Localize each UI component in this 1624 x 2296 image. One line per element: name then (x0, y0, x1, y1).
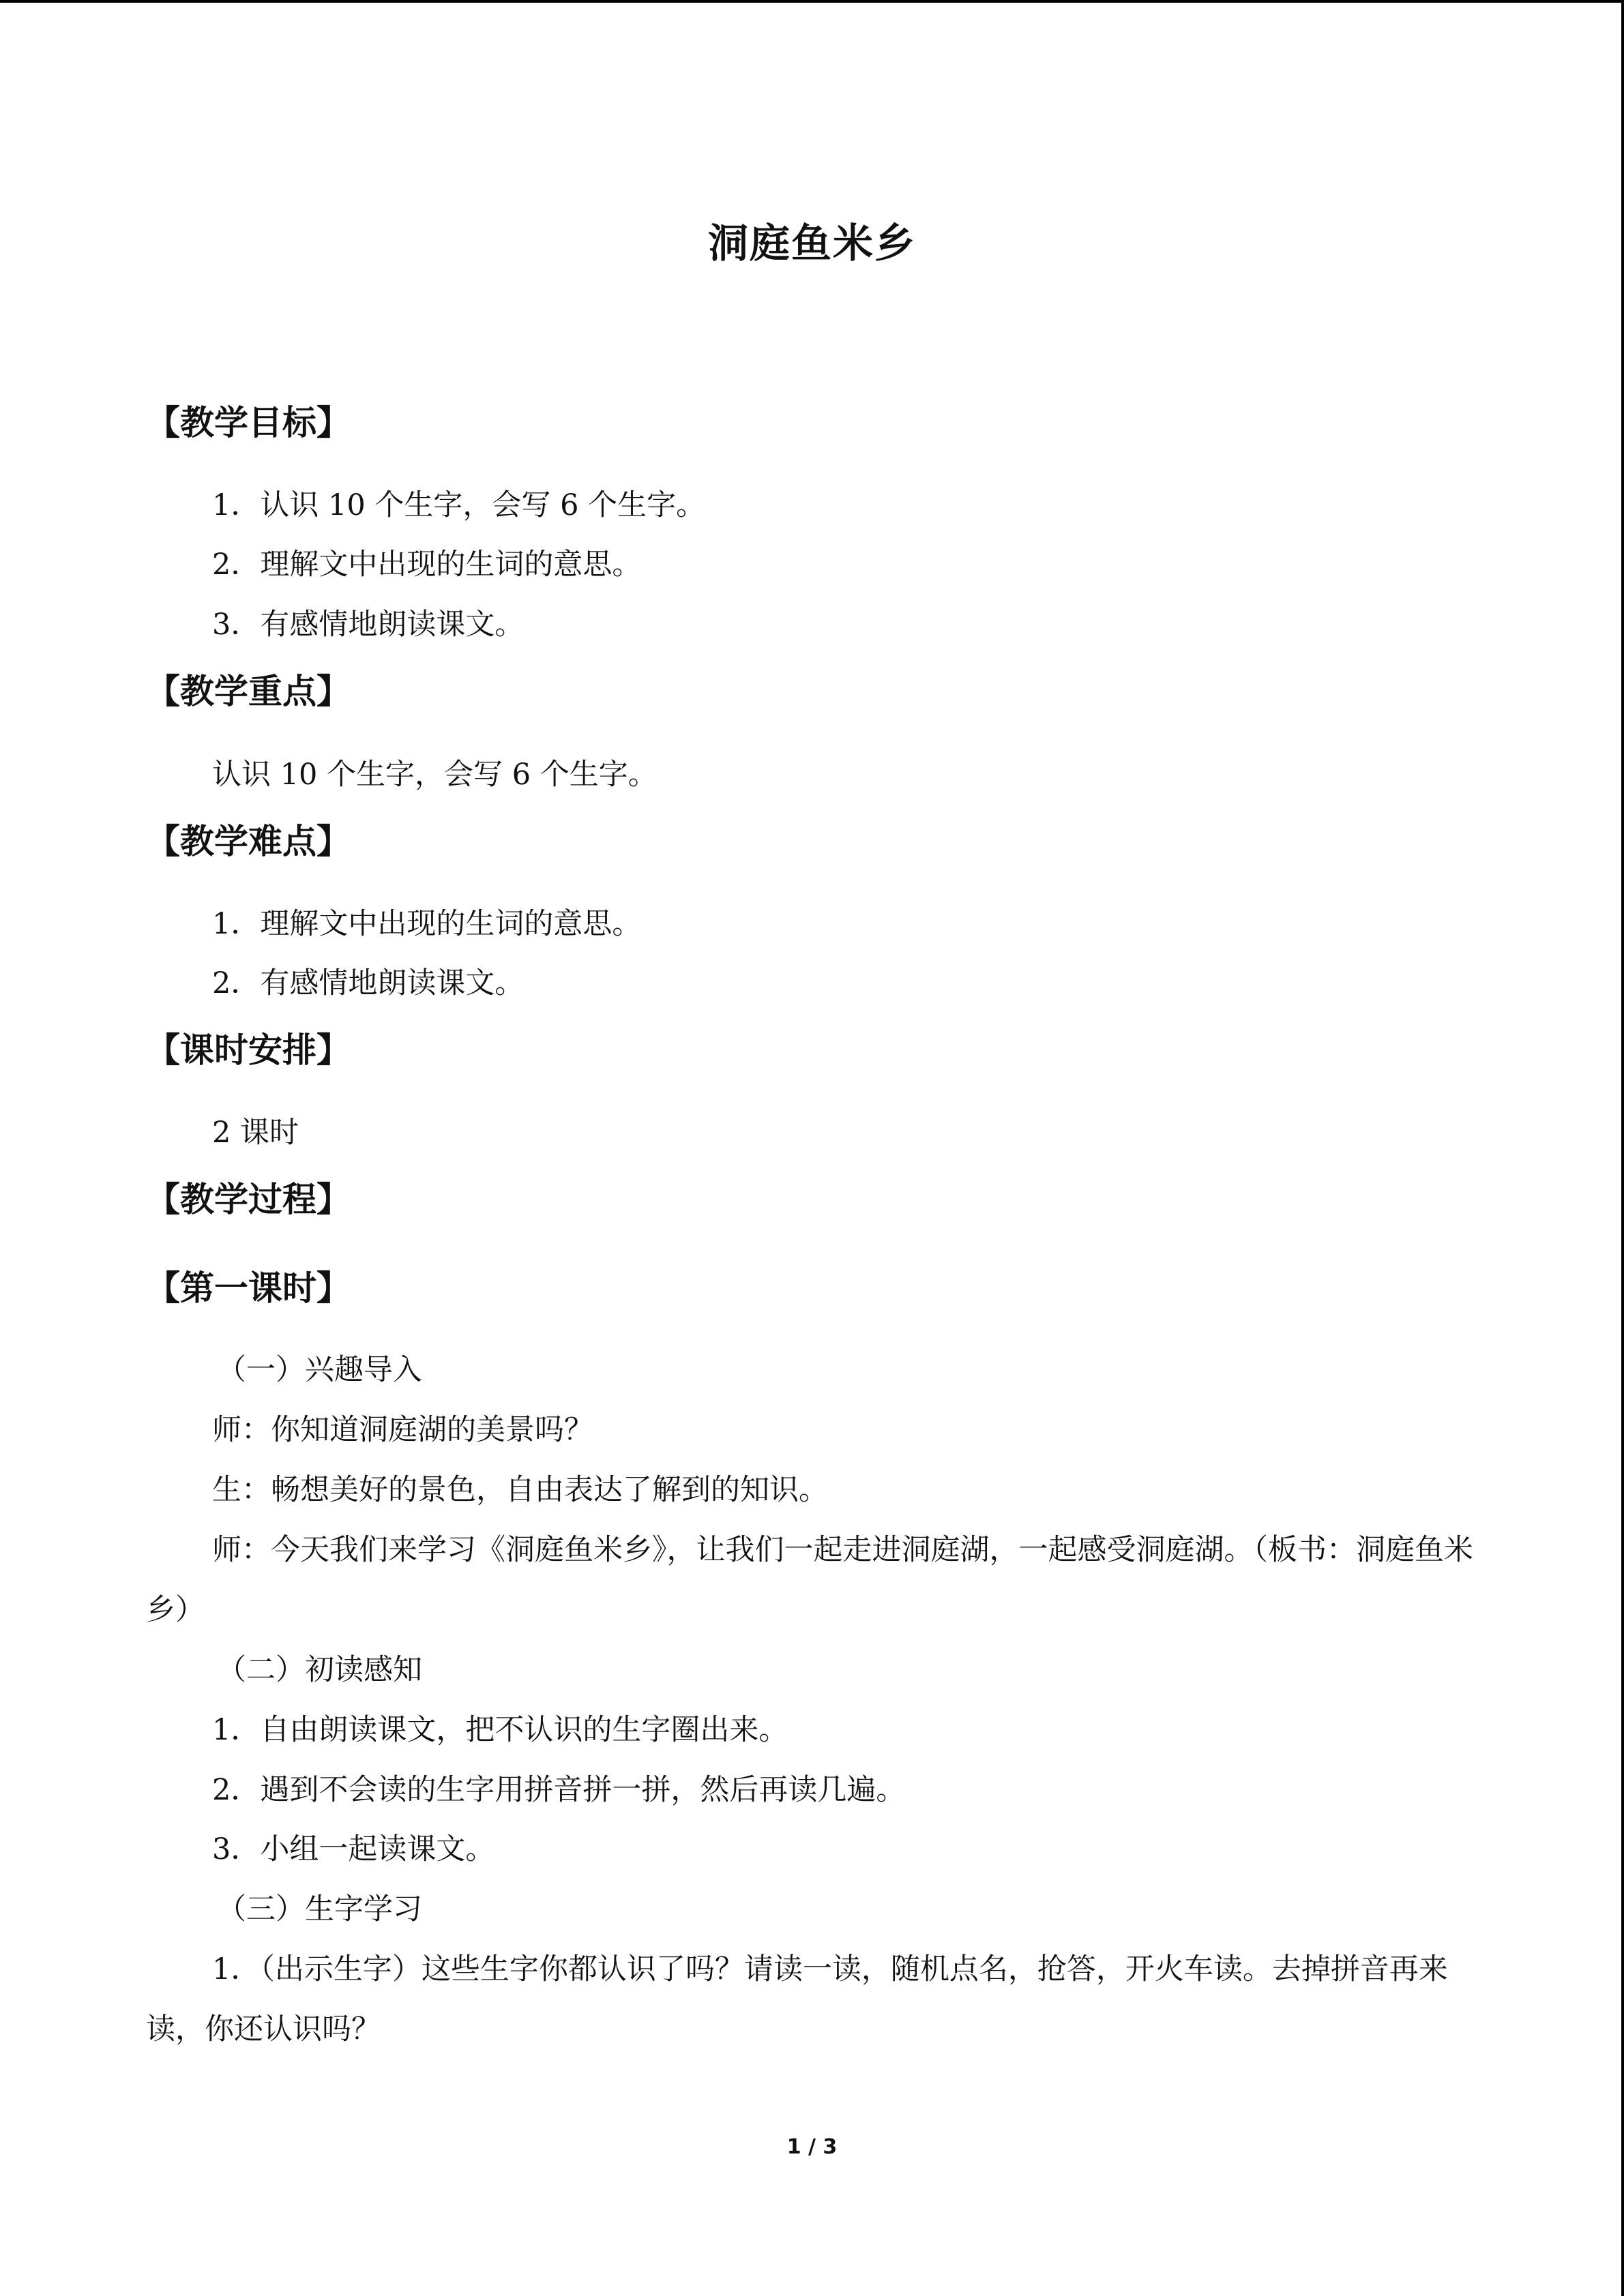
difficulty-item-1: 1．理解文中出现的生词的意思。 (212, 907, 642, 941)
heading-key-points: 【教学重点】 (146, 672, 351, 711)
difficulty-item-2: 2．有感情地朗读课文。 (212, 966, 525, 1000)
character-study-step-1: 1．（出示生字）这些生字你都认识了吗？请读一读，随机点名，抢答，开火车读。去掉拼音再来读，你还认识吗？ (146, 1952, 1448, 2046)
dialogue-teacher-1: 师：你知道洞庭湖的美景吗？ (212, 1413, 593, 1447)
dialogue-teacher-2: 师：今天我们来学习《洞庭鱼米乡》，让我们一起走进洞庭湖，一起感受洞庭湖。（板书：洞庭鱼米乡） (146, 1533, 1473, 1627)
subsection-interest-intro: （一）兴趣导入 (217, 1353, 422, 1387)
heading-objectives: 【教学目标】 (146, 403, 351, 443)
reading-step-1: 1．自由朗读课文，把不认识的生字圈出来。 (212, 1713, 788, 1747)
subsection-character-study: （三）生字学习 (217, 1892, 422, 1926)
heading-difficulties: 【教学难点】 (146, 822, 351, 861)
objective-item-2: 2．理解文中出现的生词的意思。 (212, 548, 642, 582)
reading-step-3: 3．小组一起读课文。 (212, 1832, 495, 1866)
key-points-text: 认识 10 个生字，会写 6 个生字。 (212, 758, 658, 792)
objective-item-1: 1．认识 10 个生字，会写 6 个生字。 (212, 488, 706, 522)
page-indicator: 1 / 3 (786, 2135, 838, 2159)
subsection-first-reading: （二）初读感知 (217, 1653, 422, 1687)
heading-first-lesson: 【第一课时】 (146, 1268, 351, 1308)
reading-step-2: 2．遇到不会读的生字用拼音拼一拼，然后再读几遍。 (212, 1773, 906, 1807)
heading-schedule: 【课时安排】 (146, 1030, 351, 1070)
objective-item-3: 3．有感情地朗读课文。 (212, 608, 525, 642)
schedule-text: 2 课时 (212, 1116, 299, 1150)
document-title: 洞庭鱼米乡 (707, 220, 916, 267)
heading-process: 【教学过程】 (146, 1180, 351, 1219)
dialogue-student-1: 生：畅想美好的景色，自由表达了解到的知识。 (212, 1473, 828, 1507)
